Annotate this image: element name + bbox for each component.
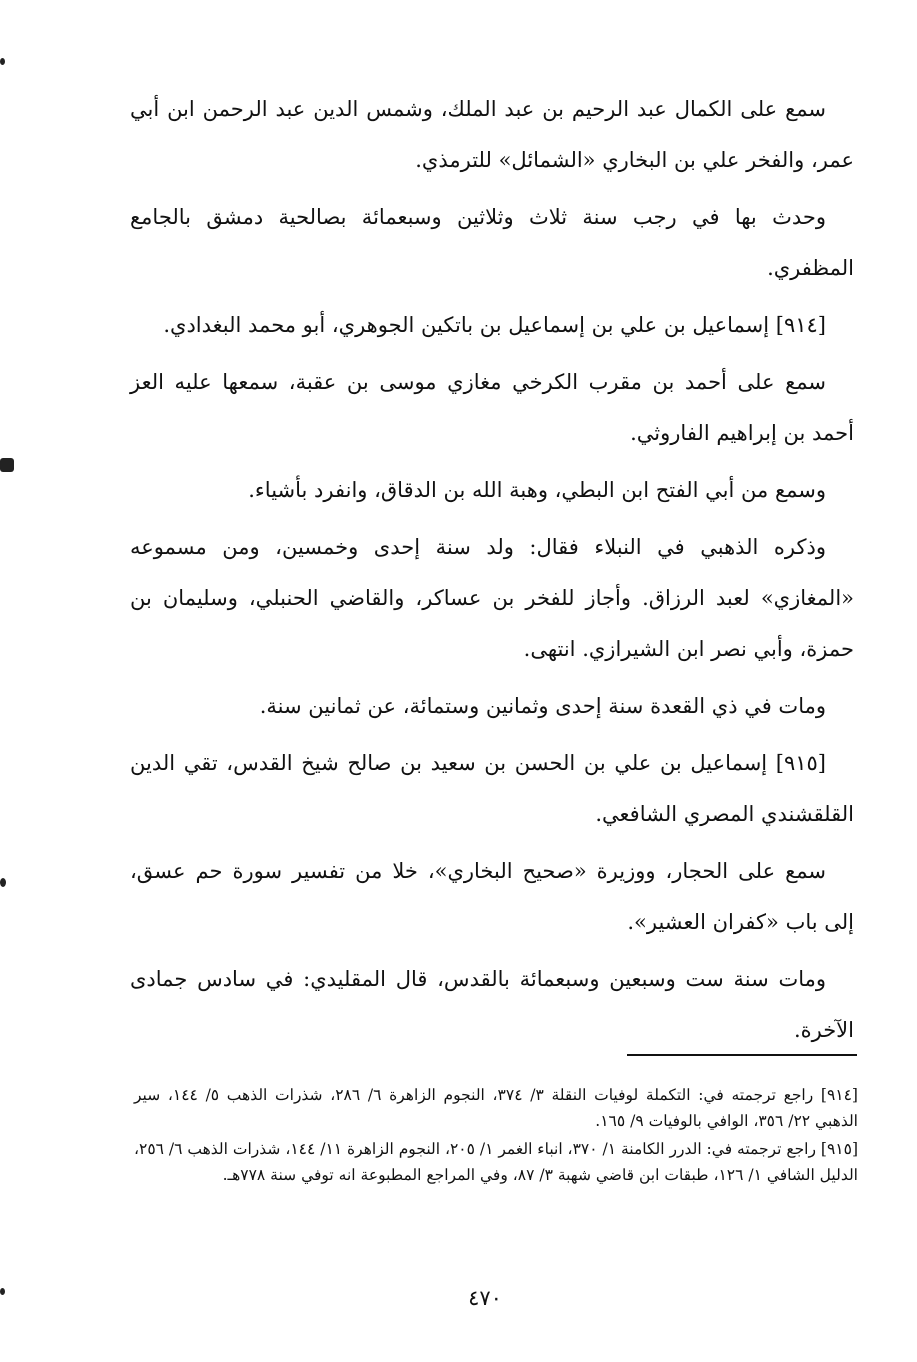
margin-speck-lower [0, 878, 6, 887]
footnote-914: [٩١٤] راجع ترجمته في: التكملة لوفيات النقلة ٣/ ٣٧٤، النجوم الزاهرة ٦/ ٢٨٦، شذرات الذهب ٥/ ١٤٤، سير الذهبي ٢٢/ ٣٥٦، الوافي بالوفيات ٩/ ١٦٥. [134, 1086, 858, 1130]
page-number: ٤٧٠ [468, 1286, 502, 1310]
margin-speck-top [0, 58, 5, 65]
paragraph-10: ومات سنة ست وسبعين وسبعمائة بالقدس، قال المقليدي: في سادس جمادى الآخرة. [130, 967, 854, 1042]
paragraph-2: وحدث بها في رجب سنة ثلاث وثلاثين وسبعمائة بصالحية دمشق بالجامع المظفري. [130, 205, 854, 280]
footnote-915: [٩١٥] راجع ترجمته في: الدرر الكامنة ١/ ٣٧٠، انباء الغمر ١/ ٢٠٥، النجوم الزاهرة ١١/ ١٤٤، شذرات الذهب ٦/ ٢٥٦، الدليل الشافي ١/ ١٢٦، طبقات ابن قاضي شهبة ٣/ ٨٧، وفي المراجع المطبوعة انه توفي سنة ٧٧٨هـ. [133, 1140, 858, 1184]
paragraph-1: سمع على الكمال عبد الرحيم بن عبد الملك، وشمس الدين عبد الرحمن ابن أبي عمر، والفخر علي بن البخاري «الشمائل» للترمذي. [130, 97, 854, 172]
footnotes [134, 1082, 858, 1188]
paragraph-9: سمع على الحجار، ووزيرة «صحيح البخاري»، خلا من تفسير سورة حم عسق، إلى باب «كفران العشير». [130, 859, 854, 934]
paragraph-4: سمع على أحمد بن مقرب الكرخي مغازي موسى بن عقبة، سمعها عليه العز أحمد بن إبراهيم الفاروثي. [130, 370, 854, 445]
footnote-separator [627, 1054, 857, 1056]
main-text [130, 84, 854, 1056]
paragraph-7: ومات في ذي القعدة سنة إحدى وثمانين وستمائة، عن ثمانين سنة. [259, 694, 826, 718]
paragraph-5: وسمع من أبي الفتح ابن البطي، وهبة الله بن الدقاق، وانفرد بأشياء. [248, 478, 826, 502]
paragraph-6: وذكره الذهبي في النبلاء فقال: ولد سنة إحدى وخمسين، ومن مسموعه «المغازي» لعبد الرزاق. وأجاز للفخر بن عساكر، والقاضي الحنبلي، وسليمان بن حمزة، وأبي نصر ابن الشيرازي. انتهى. [130, 535, 854, 661]
paragraph-8-entry-915: [٩١٥] إسماعيل بن علي بن الحسن بن سعيد بن صالح شيخ القدس، تقي الدين القلقشندي المصري الشافعي. [130, 751, 854, 826]
margin-speck-bottom [0, 1288, 5, 1295]
paragraph-3-entry-914: [٩١٤] إسماعيل بن علي بن إسماعيل بن باتكين الجوهري، أبو محمد البغدادي. [163, 313, 826, 337]
margin-speck-middle [0, 458, 14, 472]
